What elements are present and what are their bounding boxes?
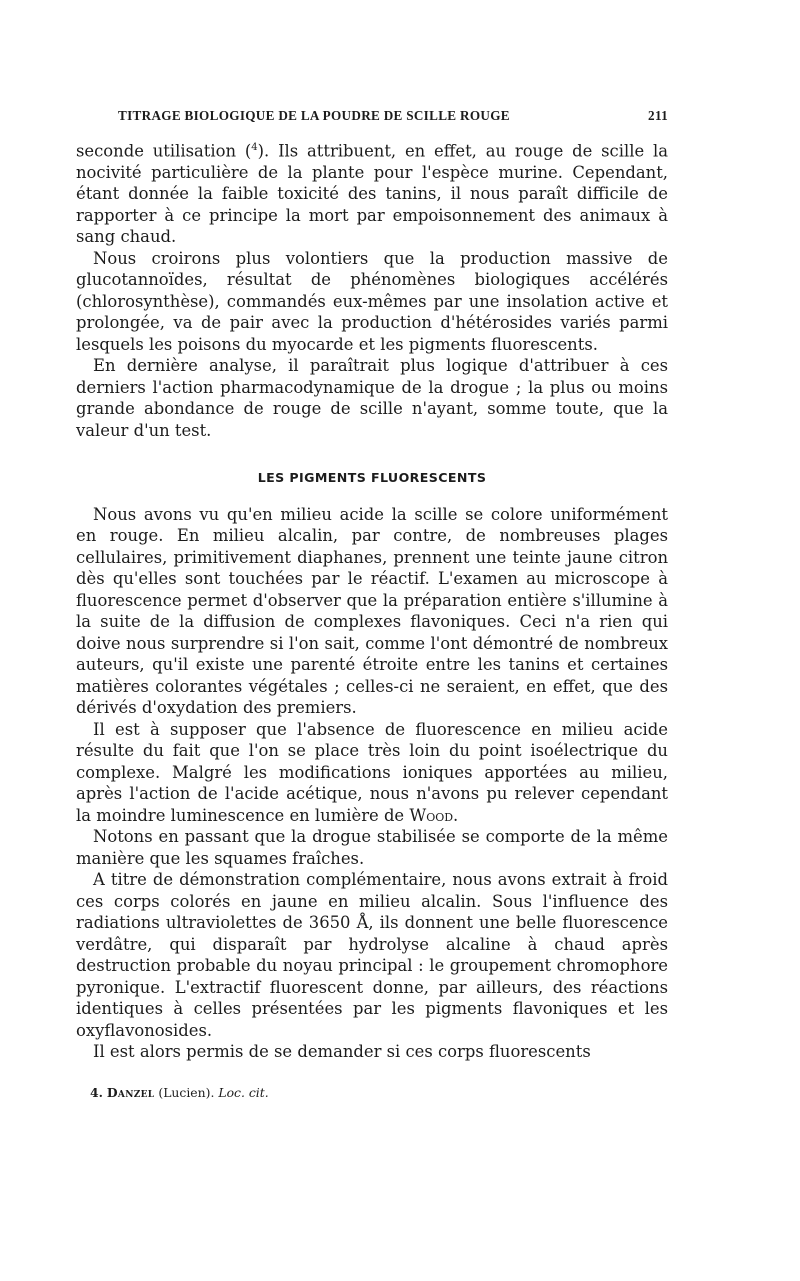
- running-header: [118, 108, 668, 124]
- footnote-reference: 4: [251, 142, 258, 153]
- footnote-reference: Loc. cit.: [218, 1084, 269, 1100]
- text-run: seconde utilisation (: [76, 141, 252, 161]
- body-text: [76, 137, 668, 1063]
- paragraph: Nous avons vu qu'en milieu acide la scille se colore uniformément en rouge. En milieu alcalin, par contre, de nombreuses plages cellulaires, primitivement diaphanes, prennent une teinte jaune citron dès qu'elles sont touchées par le réactif. L'examen au microscope à fluorescence permet d'observer que la préparation entière s'illumine à la suite de la diffusion de complexes flavoniques. Ceci n'a rien qui doive nous surprendre si l'on sait, comme l'ont démontré de nombreux auteurs, qu'il existe une parenté étroite entre les tanins et certaines matières colorantes végétales ; celles-ci ne seraient, en effet, que des dérivés d'oxydation des premiers.: [76, 504, 668, 718]
- small-caps-name: Wood: [409, 805, 454, 825]
- text-run: Il est à supposer que l'absence de fluorescence en milieu acide résulte du fait que l'on se place très loin du point isoélectrique du complexe. Malgré les modifications ioniques apportées au milieu, après l'action de l'acide acétique, nous n'avons pu relever cependant la moindre luminescence en lumière de: [76, 719, 668, 825]
- paragraph: Notons en passant que la drogue stabilisée se comporte de la même manière que les squames fraîches.: [76, 827, 668, 868]
- page-number: 211: [648, 108, 668, 123]
- footnote-number: 4.: [90, 1084, 103, 1100]
- running-title: TITRAGE BIOLOGIQUE DE LA POUDRE DE SCILLE ROUGE: [118, 108, 510, 123]
- paragraph-continued: [76, 137, 668, 248]
- footnote: [90, 1085, 668, 1100]
- page: [76, 108, 668, 1100]
- paragraph: En dernière analyse, il paraîtrait plus logique d'attribuer à ces derniers l'action pharmacodynamique de la drogue ; la plus ou moins grande abondance de rouge de scille n'ayant, somme toute, que la valeur d'un test.: [76, 356, 668, 440]
- paragraph: [76, 719, 668, 827]
- paragraph: A titre de démonstration complémentaire, nous avons extrait à froid ces corps colorés en jaune en milieu alcalin. Sous l'influence des radiations ultraviolettes de 3650 Å, ils donnent une belle fluorescence verdâtre, qui disparaît par hydrolyse alcaline à chaud après destruction probable du noyau principal : le groupement chromophore pyronique. L'extractif fluorescent donne, par ailleurs, des réactions identiques à celles présentées par les pigments flavoniques et les oxyflavonosides.: [76, 870, 668, 1040]
- footnote-author: Danzel: [106, 1084, 155, 1100]
- text-run: ). Ils attribuent, en effet, au rouge de scille la nocivité particulière de la plante pour l'espèce murine. Cependant, étant donnée la faible toxicité des tanins, il nous paraît difficile de rapporter à ce principe la mort par empoisonnement des animaux à sang chaud.: [76, 141, 668, 247]
- footnote-author-first: (Lucien).: [158, 1084, 215, 1100]
- paragraph: Nous croirons plus volontiers que la production massive de glucotannoïdes, résultat de phénomènes biologiques accélérés (chlorosynthèse), commandés eux-mêmes par une insolation active et prolongée, va de pair avec la production d'hétérosides variés parmi lesquels les poisons du myocarde et les pigments fluorescents.: [76, 248, 668, 354]
- text-run: .: [453, 805, 459, 825]
- paragraph: Il est alors permis de se demander si ces corps fluorescents: [93, 1042, 591, 1062]
- section-heading: LES PIGMENTS FLUORESCENTS: [257, 470, 487, 486]
